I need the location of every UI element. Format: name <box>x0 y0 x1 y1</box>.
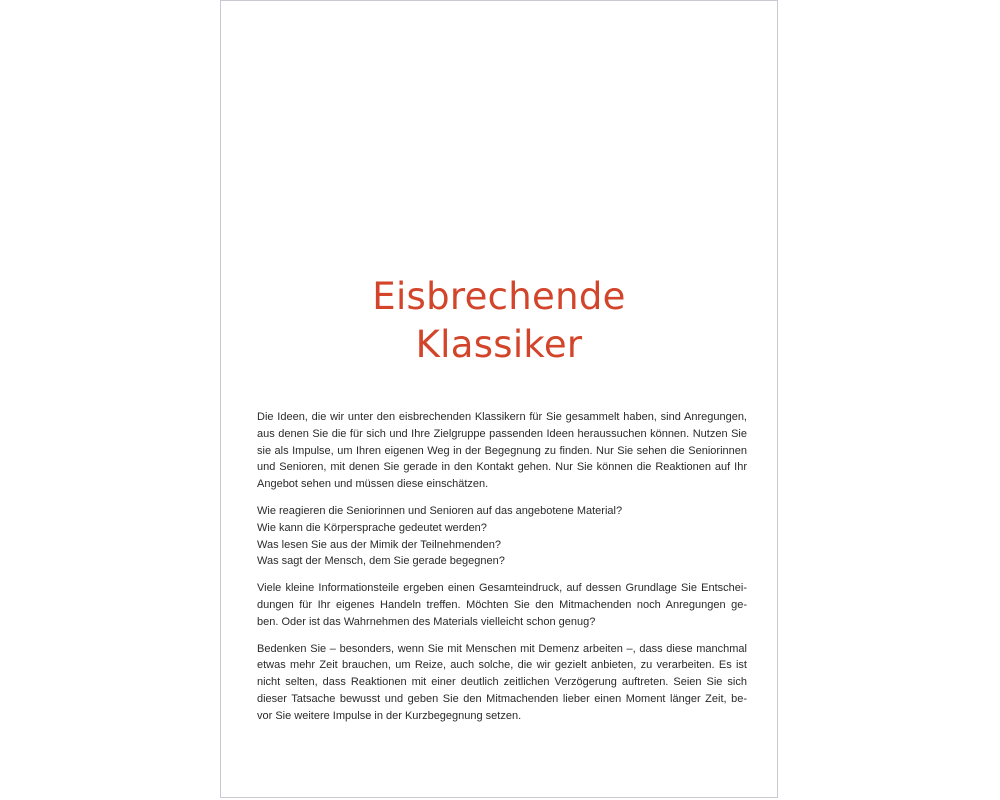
question-line: Wie kann die Körpersprache gedeutet werden? <box>257 521 487 534</box>
paragraph-intro <box>257 409 747 493</box>
text-line: nicht selten, dass Reaktionen mit einer deutlich zeitlichen Verzögerung auftreten. Seien Sie sich <box>257 676 747 689</box>
question-line: Was lesen Sie aus der Mimik der Teilnehmenden? <box>257 538 501 551</box>
text-line: und Senioren, mit denen Sie gerade in den Kontakt gehen. Nur Sie können die Reaktionen auf Ihr <box>257 461 747 474</box>
paragraph-questions <box>257 503 747 570</box>
chapter-title-line-1: Eisbrechende <box>372 275 626 318</box>
paragraph-information <box>257 580 747 630</box>
question-line: Wie reagieren die Seniorinnen und Senioren auf das angebotene Material? <box>257 504 623 517</box>
text-line: aus denen Sie die für sich und Ihre Zielgruppe passenden Ideen heraussuchen können. Nutzen Sie <box>257 427 747 440</box>
text-line: dungen für Ihr eigenes Handeln treffen. Möchten Sie den Mitmachenden noch Anregungen ge- <box>257 598 747 611</box>
text-line: Viele kleine Informationsteile ergeben einen Gesamteindruck, auf dessen Grundlage Sie Entschei- <box>257 582 747 595</box>
text-line: ben. Oder ist das Wahrnehmen des Materials vielleicht schon genug? <box>257 615 596 628</box>
chapter-title-line-2: Klassiker <box>415 323 583 366</box>
body-text <box>257 409 747 735</box>
text-line: Angebot sehen und müssen diese einschätzen. <box>257 478 489 491</box>
text-line: dieser Tatsache bewusst und geben Sie den Mitmachenden lieber einen Moment länger Zeit, be- <box>257 692 747 705</box>
text-line: vor Sie weitere Impulse in der Kurzbegegnung setzen. <box>257 709 522 722</box>
chapter-title <box>221 273 777 369</box>
text-line: sie als Impulse, um Ihren eigenen Weg in der Begegnung zu finden. Nur Sie sehen die Seniorinnen <box>257 444 747 457</box>
text-line: Bedenken Sie – besonders, wenn Sie mit Menschen mit Demenz arbeiten –, dass diese manchmal <box>257 642 747 655</box>
text-line: Die Ideen, die wir unter den eisbrechenden Klassikern für Sie gesammelt haben, sind Anregungen, <box>257 411 747 423</box>
paragraph-dementia <box>257 641 747 725</box>
question-line: Was sagt der Mensch, dem Sie gerade begegnen? <box>257 555 505 568</box>
document-page <box>220 0 778 798</box>
text-line: etwas mehr Zeit brauchen, um Reize, auch solche, die wir gezielt anbieten, zu verarbeiten. Es ist <box>257 659 747 672</box>
